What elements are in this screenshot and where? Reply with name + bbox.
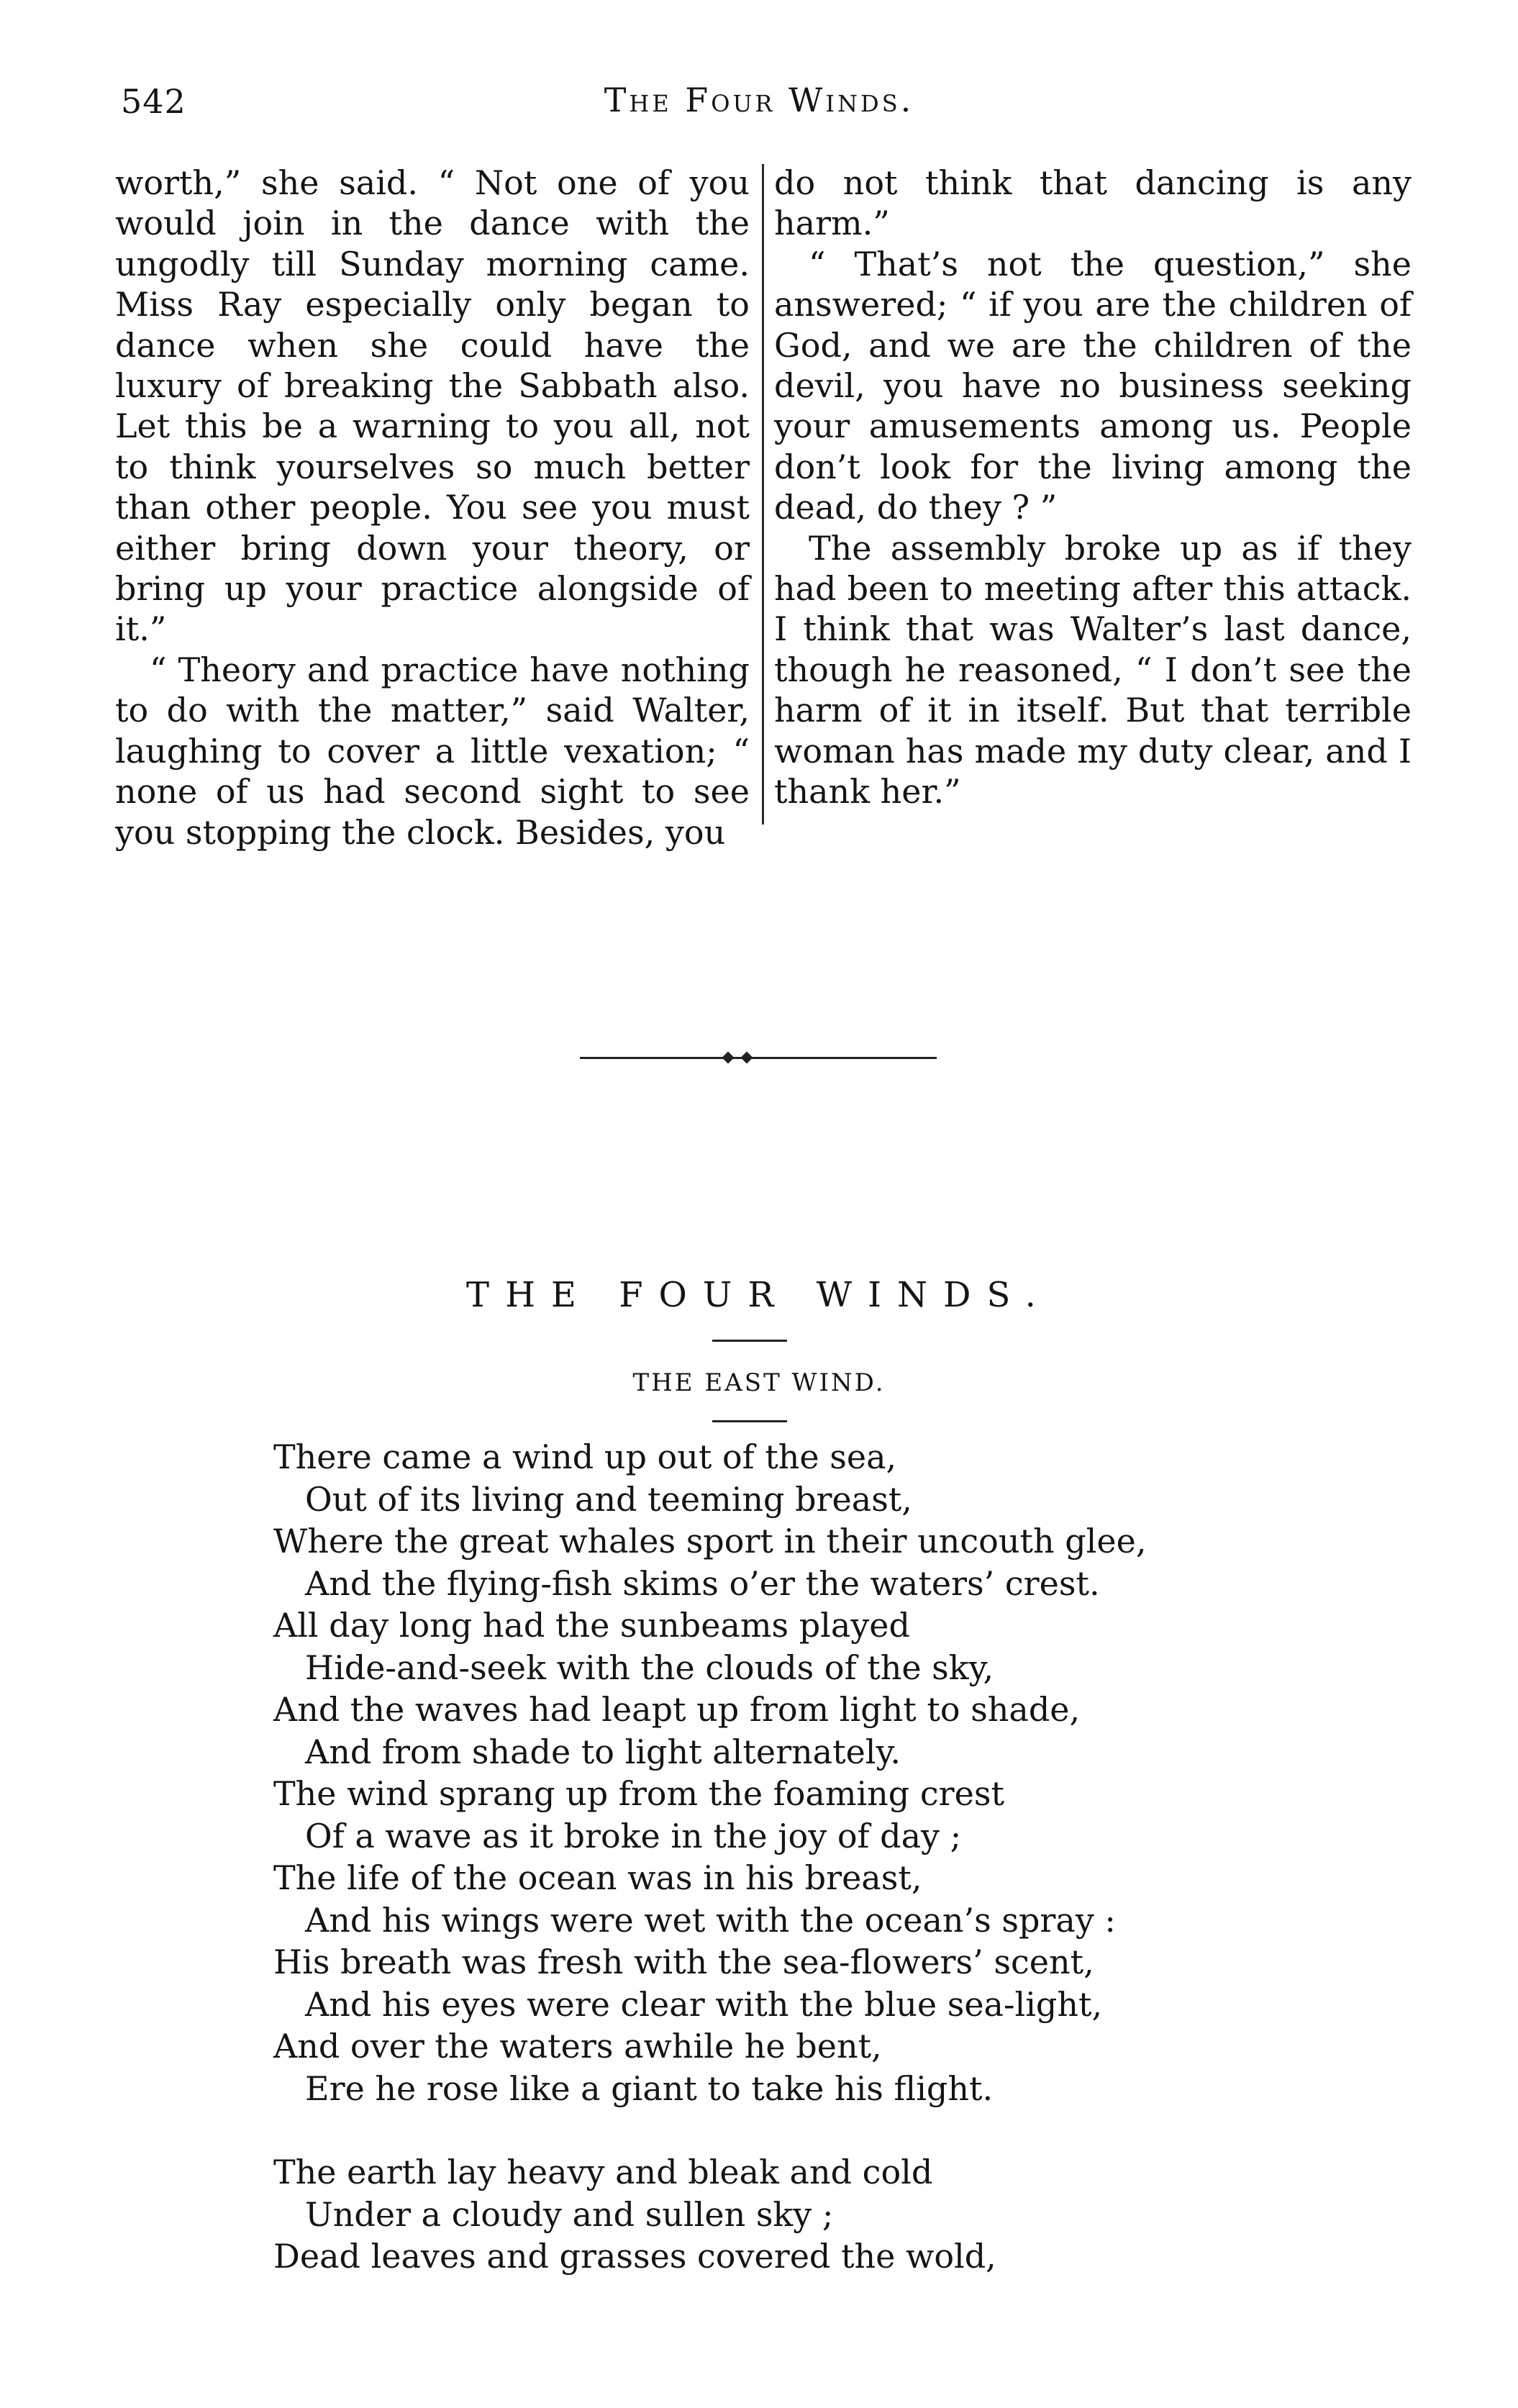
poem-line: Under a cloudy and sullen sky ; [305, 2194, 834, 2234]
poem-line: Dead leaves and grasses covered the wold, [273, 2237, 996, 2276]
poem-line: And the waves had leapt up from light to shade, [273, 1690, 1081, 1729]
paragraph: The assembly broke up as if they had been to meeting after this attack. I think that was Walter’s last dance, though he reasoned, “ I don’t see the harm of it in itself. But that terrible woman has made my duty clear, and I thank her.” [774, 528, 1412, 812]
poem-line: Hide-and-seek with the clouds of the sky, [305, 1648, 994, 1687]
poem-line: And his eyes were clear with the blue sea-light, [305, 1984, 1103, 2024]
poem-line: There came a wind up out of the sea, [273, 1437, 897, 1476]
section-rule [712, 1420, 787, 1422]
poem-title: THE FOUR WINDS. [466, 1275, 1052, 1315]
poem-line: Where the great whales sport in their uncouth glee, [273, 1522, 1147, 1560]
poem-line: And over the waters awhile he bent, [273, 2027, 882, 2066]
page-number: 542 [121, 82, 186, 121]
poem-line: And the flying-fish skims o’er the waters’ crest. [305, 1563, 1100, 1603]
poem-line: The earth lay heavy and bleak and cold [273, 2153, 933, 2191]
column-divider [762, 164, 764, 824]
paragraph: worth,” she said. “ Not one of you would join in the dance with the ungodly till Sunday morning came. Miss Ray especially only began to dance when she could have the luxury of breaking the Sabbath also. Let this be a warning to you all, not to think yourselves so much better than other people. You see you must either bring down your theory, or bring up your practice alongside of it.” [115, 163, 750, 649]
paragraph: do not think that dancing is any harm.” [774, 163, 1412, 243]
poem-line: Ere he rose like a giant to take his flight. [305, 2068, 994, 2108]
poem-line: And from shade to light alternately. [305, 1732, 901, 1771]
poem-line: His breath was fresh with the sea-flowers’ scent, [273, 1943, 1094, 1981]
poem-body [273, 1436, 1146, 2320]
poem-line: All day long had the sunbeams played [273, 1606, 910, 1645]
poem-line: The life of the ocean was in his breast, [273, 1858, 922, 1897]
poem-line: The wind sprang up from the foaming crest [273, 1774, 1004, 1813]
paragraph: “ That’s not the question,” she answered; “ if you are the children of God, and we are the children of the devil, you have no business seeking your amusements among us. People don’t look for the living among the dead, do they ? ” [774, 244, 1412, 527]
paragraph: “ Theory and practice have nothing to do with the matter,” said Walter, laughing to cover a little vexation; “ none of us had second sight to see you stopping the clock. Besides, you [115, 650, 750, 852]
right-column [774, 163, 1412, 812]
poem-line: And his wings were wet with the ocean’s spray : [305, 1900, 1116, 1940]
running-head: The Four Winds. [604, 81, 914, 119]
stanza [273, 1436, 1146, 2109]
poem-section-title: THE EAST WIND. [632, 1368, 886, 1397]
poem-line: Of a wave as it broke in the joy of day ; [305, 1816, 962, 1855]
stanza [273, 2151, 1146, 2278]
left-column [115, 163, 750, 853]
poem-line: Out of its living and teeming breast, [305, 1479, 912, 1519]
section-ornament [580, 1050, 937, 1065]
title-rule [712, 1340, 787, 1342]
